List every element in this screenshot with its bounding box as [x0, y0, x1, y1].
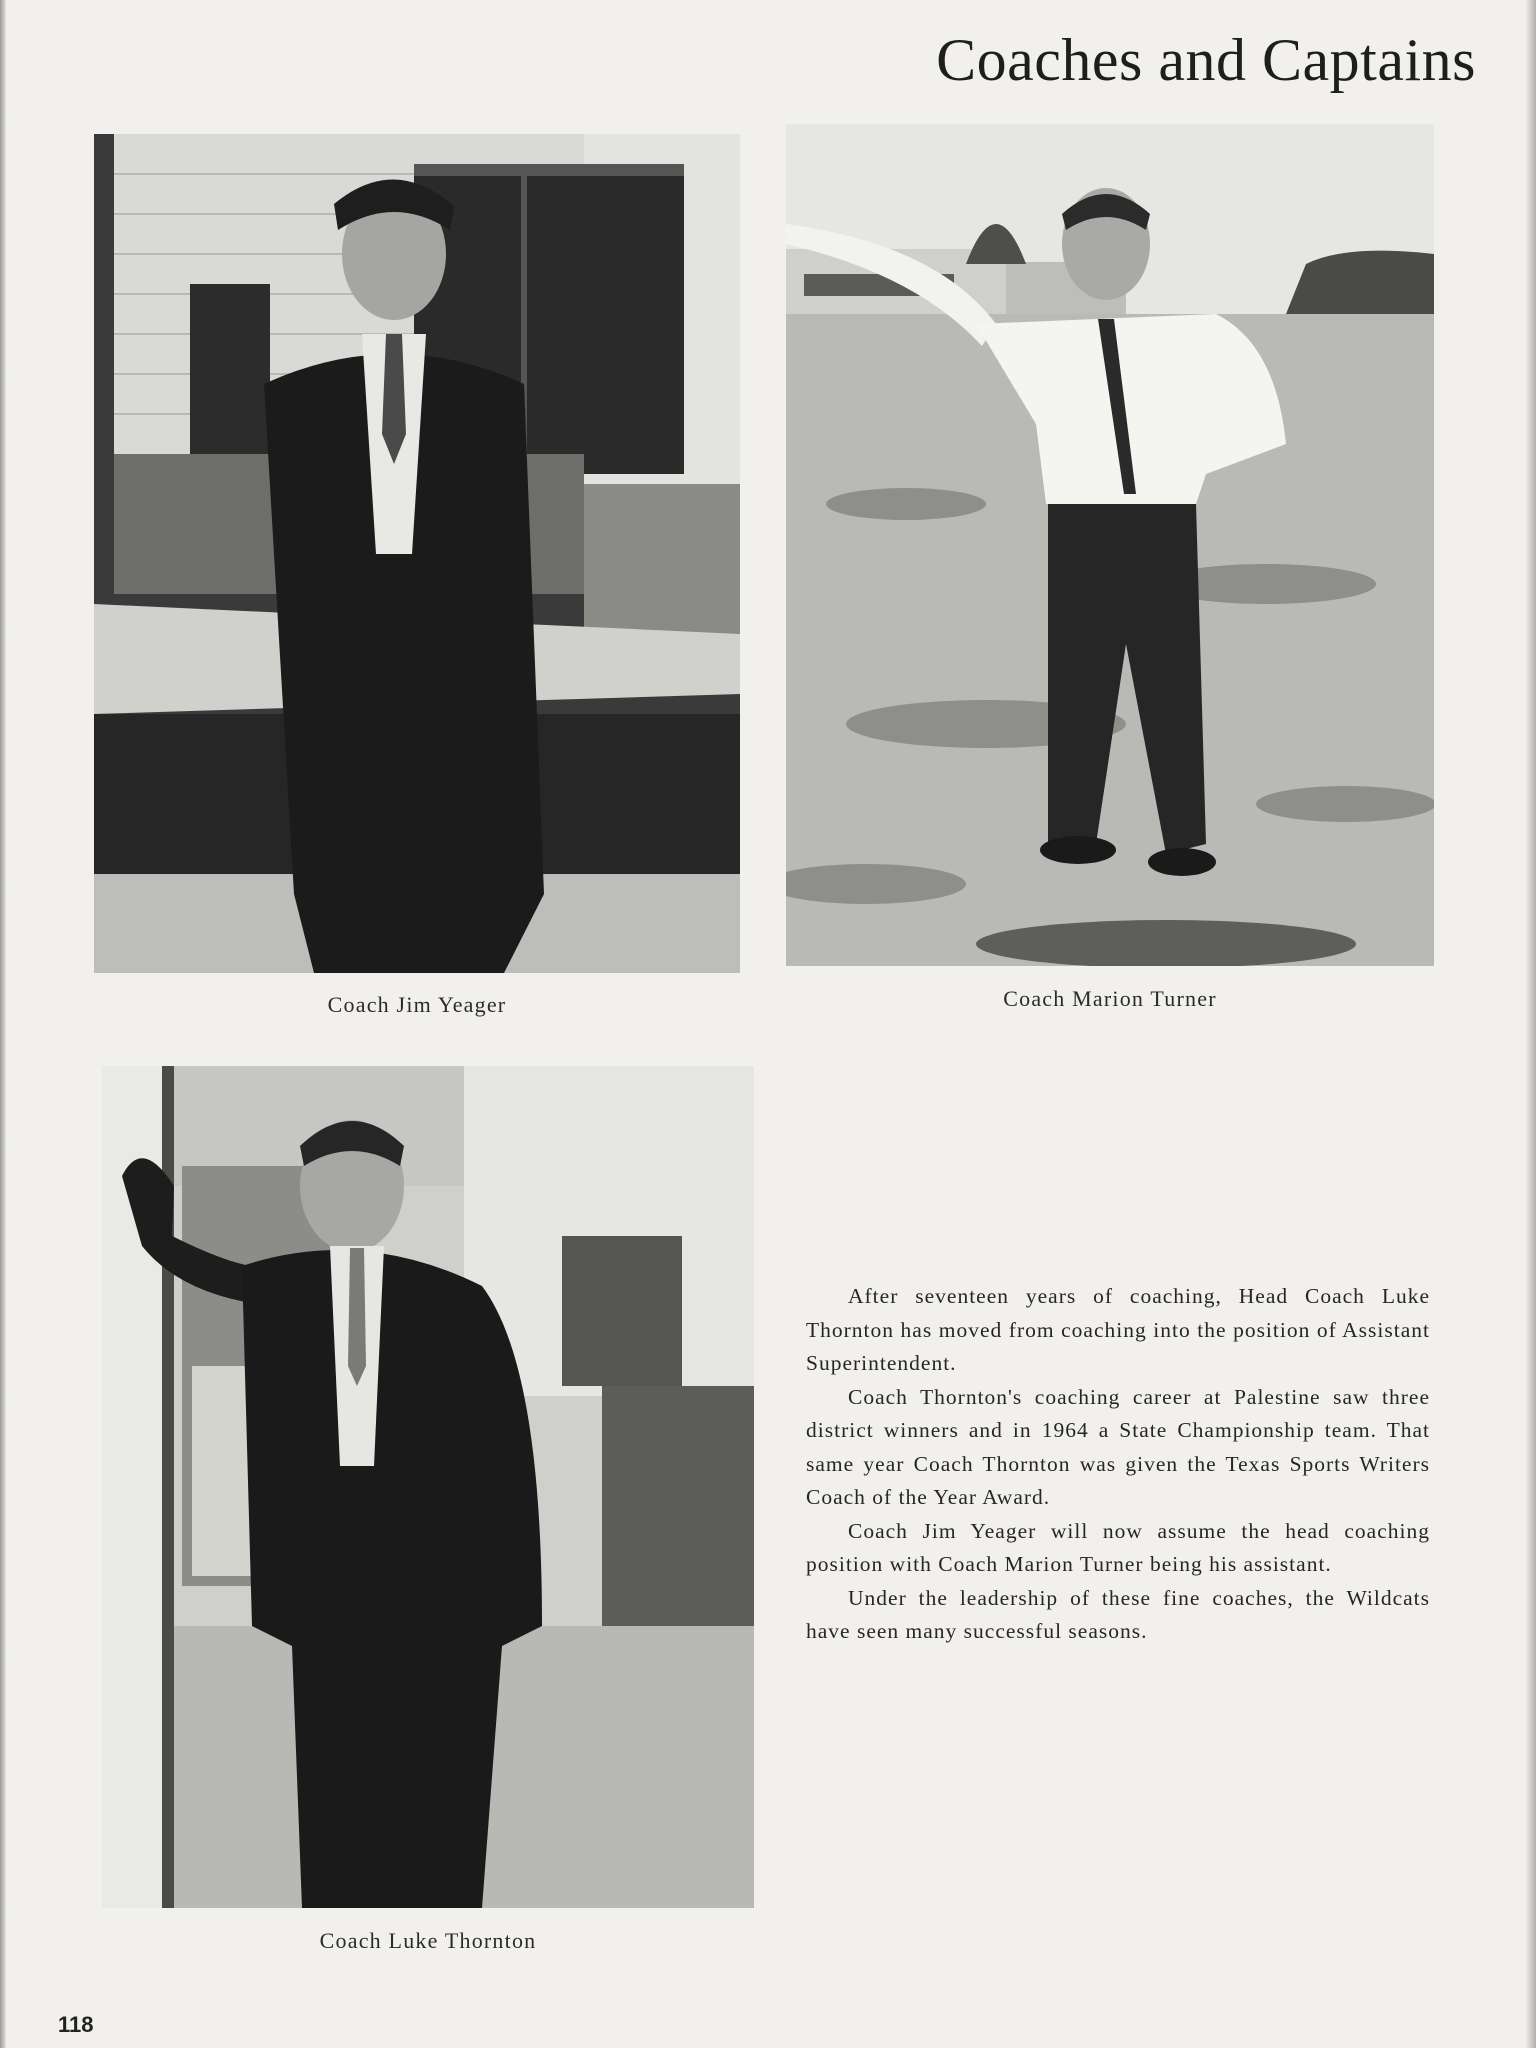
article-paragraph: Coach Jim Yeager will now assume the head coaching position with Coach Marion Turner being his assistant. [806, 1518, 1430, 1576]
caption-coach-turner: Coach Marion Turner [1003, 986, 1217, 1011]
article-text [806, 1280, 1430, 1649]
photo-coach-turner [786, 124, 1434, 966]
article-paragraph: Coach Thornton's coaching career at Palestine saw three district winners and in 1964 a State Championship team. That same year Coach Thornton was given the Texas Sports Writers Coach of the Year Award. [806, 1384, 1430, 1509]
caption-coach-thornton: Coach Luke Thornton [319, 1928, 537, 1953]
article-paragraph: After seventeen years of coaching, Head Coach Luke Thornton has moved from coaching into the position of Assistant Superintendent. [806, 1284, 1430, 1375]
photo-coach-thornton [102, 1066, 754, 1908]
article-paragraph: Under the leadership of these fine coaches, the Wildcats have seen many successful seasons. [806, 1585, 1430, 1643]
photo-coach-yeager [94, 134, 740, 973]
page-title: Coaches and Captains [936, 27, 1476, 93]
caption-coach-yeager: Coach Jim Yeager [327, 992, 507, 1017]
page-edge-right [1526, 0, 1536, 2048]
page-edge-left [0, 0, 6, 2048]
page-number: 118 [58, 2012, 94, 2037]
